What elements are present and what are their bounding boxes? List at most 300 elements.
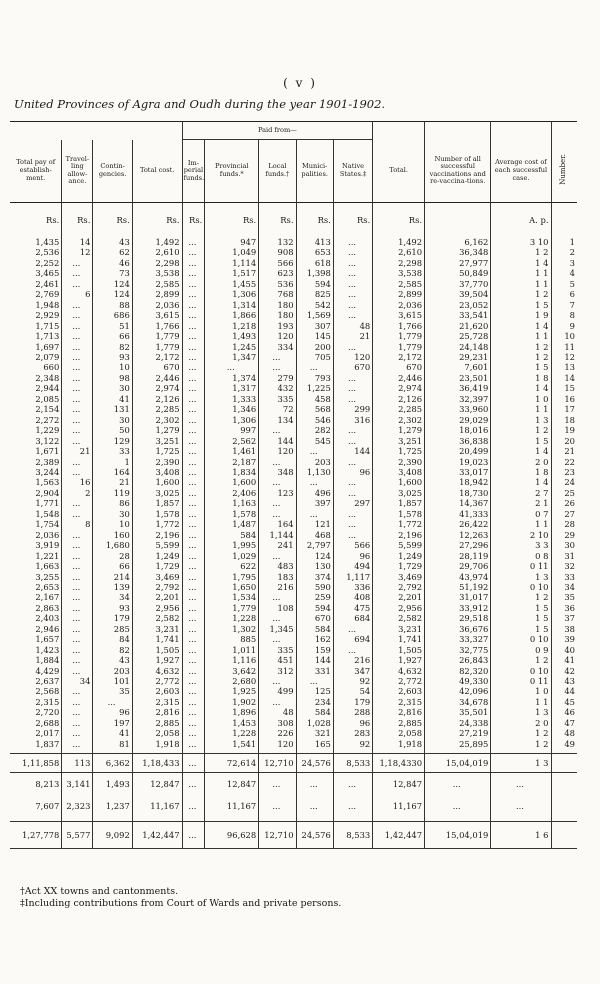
table-cell: ... [333,477,372,487]
table-cell: 468 [296,530,333,540]
table-cell: 28,119 [425,551,491,561]
table-cell: ... [333,488,372,498]
table-row [10,613,577,623]
table-cell: ... [205,362,259,372]
table-cell: 3,255 [35,571,60,582]
table-cell: 1,302 [205,624,259,634]
table-row [10,300,577,310]
table-cell: ... [62,362,93,372]
table-cell: 29,231 [425,352,491,362]
table-cell: 35 [93,686,132,696]
table-cell: 10 [93,519,132,529]
table-cell: 2,285 [132,404,182,414]
table-cell: 124 [93,289,132,299]
table-cell: 36 [551,603,577,613]
table-cell: ... [333,383,372,393]
table-cell: 584 [296,707,333,717]
table-cell: 1,779 [205,603,259,613]
table-cell: 32,397 [425,394,491,404]
table-cell: 0 11 [491,676,551,686]
units-row [10,203,577,238]
table-cell: 494 [333,561,372,571]
municipalities-header: Munici-palities. [296,140,333,203]
table-cell: 8,533 [333,754,372,773]
table-row [10,362,577,372]
table-cell: ... [182,739,205,749]
table-cell: 2,899 [132,289,182,299]
table-cell: 12,847 [205,773,259,796]
table-cell: ... [296,773,333,796]
paid-from-header: Paid from— [182,122,373,140]
table-cell: ... [259,425,296,435]
table-cell: 1,221 [35,550,60,561]
table-cell: ... [259,613,296,623]
table-cell: 18 [551,415,577,425]
table-cell: 3,469 [132,572,182,582]
table-cell: 7,607 [35,800,60,811]
table-cell: 216 [333,655,372,665]
table-cell: 1,505 [373,645,425,655]
table-cell: 623 [259,268,296,278]
table-cell: 34 [551,582,577,592]
table-cell: 1,279 [373,425,425,435]
table-cell: 8 [551,310,577,320]
table-cell: 16 [551,394,577,404]
table-cell: 1 [551,237,577,247]
table-cell: 132 [259,237,296,247]
table-cell: 119 [93,488,132,498]
table-cell: 5,599 [373,540,425,550]
table-cell: 1,754 [35,519,60,530]
table-cell: 3,231 [373,624,425,634]
table-cell: 1,237 [93,795,132,817]
table-cell: 234 [296,697,333,707]
table-cell: 283 [333,728,372,738]
table-cell: 1 2 [491,352,551,362]
table-cell: 130 [296,561,333,571]
table-cell: 483 [259,561,296,571]
table-cell: ... [182,795,205,817]
table-cell: 1,229 [35,425,60,436]
table-cell: 30 [93,415,132,425]
table-cell: 19,023 [425,457,491,467]
table-cell: ... [62,436,93,446]
table-cell: 43 [551,676,577,686]
table-cell: 2,929 [35,310,60,321]
table-cell: 686 [93,310,132,320]
table-cell: 1 4 [491,477,551,487]
table-cell: 66 [93,561,132,571]
table-cell: ... [62,279,93,289]
table-cell: 180 [259,310,296,320]
table-cell: ... [182,237,205,247]
table-cell: 2,885 [132,718,182,728]
table-cell: 1,896 [205,707,259,717]
table-cell: 1,918 [373,739,425,749]
table-cell: 2,017 [35,728,60,739]
table-cell: ... [62,509,93,519]
table-cell: ... [491,773,551,796]
table-cell: 92 [333,676,372,686]
table-cell: 21 [93,477,132,487]
table-cell: ... [182,331,205,341]
table-cell: 1,228 [205,613,259,623]
table-cell: 584 [205,530,259,540]
table-cell: 3,251 [373,436,425,446]
table-cell: ... [62,686,93,696]
table-cell: 1,600 [373,477,425,487]
table-cell: 1,049 [205,247,259,257]
table-cell: 1 1 [491,404,551,414]
table-cell: 2,680 [205,676,259,686]
table-cell: 11,167 [132,795,182,817]
table-cell: 2,085 [35,393,60,404]
table-cell: 2,167 [35,592,60,603]
table-cell: 203 [93,666,132,676]
table-cell: 2,772 [132,676,182,686]
table-cell: 1,163 [205,498,259,508]
table-cell: 2,298 [132,258,182,268]
table-cell: 1,857 [373,498,425,508]
table-cell [551,822,577,849]
table-cell: 1,493 [205,331,259,341]
table-cell: 23,501 [425,373,491,383]
table-cell: 1,766 [132,321,182,331]
table-cell: ... [182,258,205,268]
table-cell: 1,925 [205,686,259,696]
table-cell: 144 [296,655,333,665]
table-cell: 2,302 [373,415,425,425]
table-cell: 1,492 [373,237,425,247]
table-cell: ... [182,425,205,435]
table-cell: 1,541 [205,739,259,749]
table-cell [551,754,577,773]
table-cell: 2,885 [373,718,425,728]
table-cell: ... [62,331,93,341]
table-cell: ... [182,383,205,393]
table-row [10,592,577,602]
unit-cell [551,203,577,238]
table-cell: 1,884 [35,655,60,666]
table-cell: ... [259,362,296,372]
table-cell: ... [333,509,372,519]
table-cell: ... [182,373,205,383]
table-cell: 7 [551,300,577,310]
table-cell: 165 [296,739,333,749]
table-cell: 12,710 [259,822,296,849]
table-cell: 2,252 [35,257,60,268]
unit-cell: Rs. [259,203,296,238]
table-cell: 12,847 [132,773,182,796]
table-cell: 113 [62,754,93,773]
table-row [10,718,577,728]
table-row [10,582,577,592]
table-cell: 1,517 [205,268,259,278]
table-cell: 1 3 [491,754,551,773]
table-cell: 7,601 [425,362,491,372]
table-row [10,655,577,665]
table-cell: 93 [93,352,132,362]
table-cell: 29,706 [425,561,491,571]
table-cell: 15,04,019 [425,754,491,773]
table-cell: 1 [93,457,132,467]
table-cell: ... [62,383,93,393]
provincial-header: Provincial funds.* [205,140,259,203]
table-cell: 1,228 [205,728,259,738]
table-cell: 1,729 [132,561,182,571]
table-cell: 1,306 [205,289,259,299]
table-cell: ... [296,509,333,519]
table-cell: 2,315 [35,696,60,707]
table-cell: ... [62,530,93,540]
table-cell: ... [182,279,205,289]
table-cell: 88 [93,300,132,310]
table-cell: 27,219 [425,728,491,738]
table-cell: 0 10 [491,634,551,644]
table-cell: 2,446 [373,373,425,383]
table-cell: 1,398 [296,268,333,278]
table-cell: 120 [333,352,372,362]
table-cell: 82 [93,342,132,352]
table-cell: 43,974 [425,572,491,582]
table-cell: ... [296,676,333,686]
table-cell: ... [62,603,93,613]
table-cell: 19 [551,425,577,435]
table-row [10,822,577,849]
table-cell: 1,918 [132,739,182,749]
table-cell: 3,244 [35,466,60,477]
imperial-header: Im-perial funds. [182,140,205,203]
table-cell: ... [182,247,205,257]
table-cell: 705 [296,352,333,362]
table-cell: 2,944 [35,383,60,394]
table-cell: 1,857 [132,498,182,508]
table-cell: 259 [296,592,333,602]
table-cell: 768 [259,289,296,299]
table-cell: 2,582 [373,613,425,623]
table-cell: ... [333,773,372,796]
table-cell: 42,096 [425,686,491,696]
table-cell: 81 [93,739,132,749]
table-cell: 25,728 [425,331,491,341]
table-cell: 2,058 [373,728,425,738]
table-cell: 1 0 [491,394,551,404]
table-cell: 1,600 [205,477,259,487]
table-cell: 14 [62,237,93,247]
table-cell: ... [259,352,296,362]
table-cell: ... [62,697,93,707]
table-cell: 183 [259,572,296,582]
table-cell: 1,461 [205,446,259,456]
table-cell: 1,563 [35,477,60,488]
table-cell: 1,548 [35,508,60,519]
table-cell: 29,029 [425,415,491,425]
table-cell: 30 [93,383,132,393]
table-cell: 2,816 [132,707,182,717]
table-cell: 3,615 [132,310,182,320]
table-cell: 72 [259,404,296,414]
table-cell: ... [182,697,205,707]
table-cell: ... [333,457,372,467]
table-cell: 1,374 [205,373,259,383]
table-cell: ... [62,404,93,414]
table-cell: 622 [205,561,259,571]
table-cell: 15,04,019 [425,822,491,849]
table-row [10,383,577,393]
table-cell: 24,576 [296,754,333,773]
table-cell: 2,315 [132,697,182,707]
table-cell: 11,167 [205,795,259,817]
table-cell: 179 [93,613,132,623]
table-cell: 1,772 [373,519,425,529]
table-cell: 9 [551,321,577,331]
table-cell: ... [333,519,372,529]
table-cell: ... [182,822,205,849]
table-cell: 82,320 [425,666,491,676]
unit-cell: Rs. [296,203,333,238]
table-cell: 62 [93,247,132,257]
table-cell: 1,028 [296,718,333,728]
table-cell: 1,42,447 [132,822,182,849]
table-cell: 1,715 [35,320,60,331]
table-cell: 96 [93,707,132,717]
table-row [10,498,577,508]
table-cell: 1 3 [491,707,551,717]
table-cell: ... [182,718,205,728]
table-cell: 2,323 [62,795,93,817]
table-cell: 98 [93,373,132,383]
table-cell: ... [182,530,205,540]
table-cell: 4,429 [35,665,60,676]
footnote: †Act XX towns and cantonments. [20,886,179,897]
table-cell: 20,499 [425,446,491,456]
table-cell: 2,036 [132,300,182,310]
table-cell: 26,843 [425,655,491,665]
table-cell: 475 [333,603,372,613]
table-cell: 30 [551,540,577,550]
table-cell: 1 8 [491,467,551,477]
table-cell: 180 [259,300,296,310]
table-cell: ... [182,754,205,773]
table-cell: ... [182,300,205,310]
table-cell: ... [182,436,205,446]
table-cell: 1 1 [491,268,551,278]
table-row [10,572,577,582]
table-cell: 0 10 [491,666,551,676]
table-cell: 33,541 [425,310,491,320]
table-cell: 21,620 [425,321,491,331]
table-cell: 46 [551,707,577,717]
table-cell: 30 [93,509,132,519]
table-cell: 84 [93,634,132,644]
unit-cell: Rs. [93,203,132,238]
table-cell: 0 10 [491,582,551,592]
table-cell: 1 5 [491,613,551,623]
table-cell: ... [62,718,93,728]
table-cell: 2,536 [35,247,60,258]
table-cell: 2,653 [35,581,60,592]
table-cell: 39,504 [425,289,491,299]
table-cell: 1,011 [205,645,259,655]
table-cell: 2,126 [132,394,182,404]
table-cell: ... [62,352,93,362]
total-cost-header: Total cost. [132,140,182,203]
table-cell: 3,408 [132,467,182,477]
table-cell: 49,330 [425,676,491,686]
table-cell: 2,637 [35,676,60,687]
table-row [10,697,577,707]
table-cell: 39 [551,634,577,644]
table-cell: 1,713 [35,331,60,342]
table-cell: 1,741 [373,634,425,644]
table-cell: 2 10 [491,530,551,540]
vaccinations-header: Number of all successful vaccinations and re-vaccina-tions. [425,140,491,203]
table-cell: 2,769 [35,289,60,300]
table-cell: 4,632 [373,666,425,676]
table-cell: 542 [296,300,333,310]
table-cell: 536 [259,279,296,289]
table-cell: 545 [296,436,333,446]
table-cell: 1,671 [35,446,60,457]
table-row [10,624,577,634]
table-cell: ... [182,540,205,550]
table-cell: 23,052 [425,300,491,310]
table-row [10,519,577,529]
local-header: Local funds.† [259,140,296,203]
table-cell: ... [333,237,372,247]
table-cell: ... [259,795,296,817]
table-cell: 670 [296,613,333,623]
table-cell: 1,795 [205,572,259,582]
table-cell: 10 [93,362,132,372]
page-number: ( v ) [283,76,317,90]
table-cell: 36,348 [425,247,491,257]
table-cell: ... [62,457,93,467]
contingencies-header: Contin-gencies. [93,140,132,203]
unit-cell: Rs. [333,203,372,238]
table-cell: 29,518 [425,613,491,623]
table-cell: 331 [296,666,333,676]
table-row [10,467,577,477]
table-cell: 2,797 [296,540,333,550]
table-cell: 1 2 [491,739,551,749]
table-cell: 1,453 [205,718,259,728]
table-row [10,645,577,655]
unit-cell: Rs. [373,203,425,238]
table-cell: 0 9 [491,645,551,655]
table-cell: ... [182,268,205,278]
table-cell: 1 9 [491,310,551,320]
table-cell: ... [333,289,372,299]
table-cell: ... [62,561,93,571]
table-cell: 432 [259,383,296,393]
footnote: ‡Including contributions from Court of Wards and private persons. [20,898,342,909]
table-cell: 347 [333,666,372,676]
table-cell: ... [259,457,296,467]
total-header: Total. [373,140,425,203]
table-cell: 17 [551,404,577,414]
table-cell: 566 [333,540,372,550]
table-cell: 2,792 [132,582,182,592]
table-cell: 1,144 [259,530,296,540]
table-title: United Provinces of Agra and Oudh during the year 1901-1902. [14,97,386,111]
table-cell: 34,678 [425,697,491,707]
table-cell: 12,710 [259,754,296,773]
table-cell: 2 7 [491,488,551,498]
table-cell: 1,347 [205,352,259,362]
table-cell: 1,279 [132,425,182,435]
table-cell: 24,338 [425,718,491,728]
